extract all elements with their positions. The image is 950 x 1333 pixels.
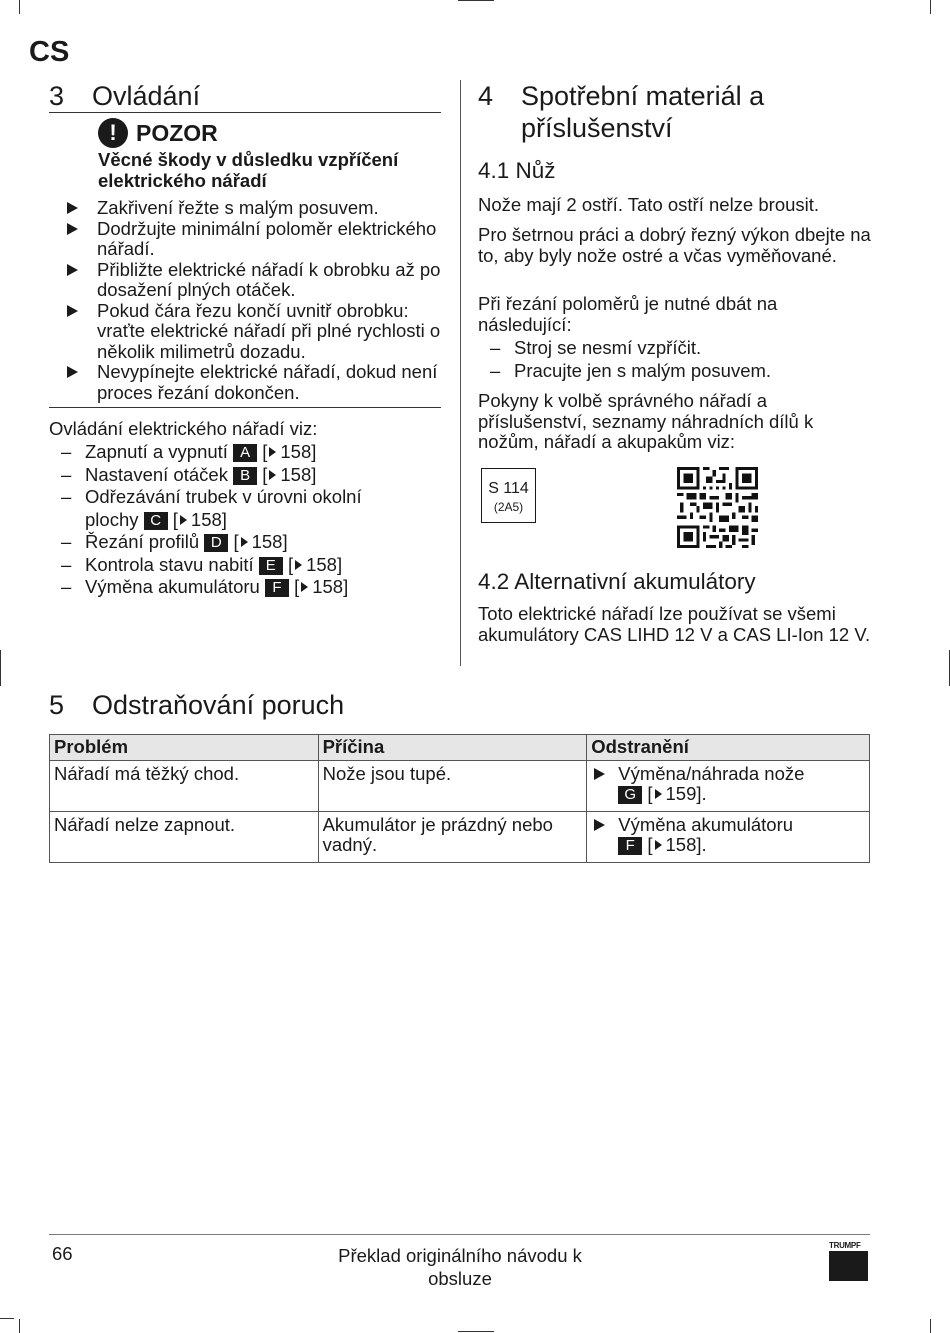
- reference-box: [481, 468, 536, 523]
- qr-code-icon[interactable]: [677, 467, 758, 548]
- knife-para-3: Při řezání poloměrů je nutné dbát na následující:: [478, 293, 778, 335]
- warning-heading: Věcné škody v důsledku vzpříčení elektrického nářadí: [98, 149, 399, 191]
- reference-sub: (2A5): [493, 500, 524, 514]
- page-link[interactable]: 158]: [312, 576, 349, 597]
- warning-block: [98, 118, 438, 191]
- list-item: – Odřezávání trubek v úrovni okolní plochy C [ 158]: [49, 486, 441, 531]
- crop-mark: [930, 0, 931, 14]
- page-arrow-icon: [295, 560, 302, 570]
- footer-text: Překlad originálního návodu k obsluze: [338, 1245, 582, 1289]
- section-5-heading: [49, 689, 344, 721]
- logo-block: [829, 1251, 868, 1281]
- page-link[interactable]: 158]: [280, 441, 317, 462]
- section-number: 4: [478, 81, 494, 111]
- trumpf-logo: [829, 1241, 868, 1281]
- divider: [49, 112, 441, 113]
- page-arrow-icon: [241, 537, 248, 547]
- list-item: Nevypínejte elektrické nářadí, dokud není proces řezání dokončen.: [49, 362, 441, 403]
- table-cell: Nářadí má těžký chod.: [50, 760, 319, 811]
- battery-para: Toto elektrické nářadí lze používat se všemi akumulátory CAS LIHD 12 V a CAS LI-Ion 12 V.: [478, 603, 871, 645]
- table-header: Odstranění: [587, 735, 870, 761]
- warning-title: [98, 118, 438, 148]
- section-number: 5: [49, 690, 65, 720]
- list-item: Pokud čára řezu končí uvnitř obrobku: vraťte elektrické nářadí při plné rychlosti o několik milimetrů dozadu.: [49, 301, 441, 363]
- page-link[interactable]: 158]: [190, 508, 227, 530]
- table-cell: Výměna/náhrada nože G [ 159].: [587, 760, 870, 811]
- crop-mark: [0, 650, 1, 686]
- table-header-row: [50, 735, 870, 761]
- warning-label: POZOR: [136, 119, 218, 146]
- page-link[interactable]: 158].: [665, 834, 707, 855]
- warning-list: [49, 198, 441, 403]
- list-item: – Kontrola stavu nabití E [ 158]: [49, 554, 441, 577]
- knife-para-1: Nože mají 2 ostří. Tato ostří nelze brousit.: [478, 194, 820, 215]
- knife-para-4: Pokyny k volbě správného nářadí a příslušenství, seznamy náhradních dílů k nožům, nářadí a akupakům viz:: [478, 390, 814, 452]
- section-3-heading: [49, 80, 200, 112]
- table-header: Příčina: [318, 735, 587, 761]
- crop-mark: [19, 0, 20, 14]
- crop-mark: [930, 1319, 931, 1333]
- table-cell: Výměna akumulátoru F [ 158].: [587, 811, 870, 862]
- crop-mark: [0, 1318, 14, 1319]
- knife-list: [478, 337, 873, 382]
- figure-key: E: [259, 557, 283, 575]
- page-link[interactable]: 158]: [306, 553, 343, 575]
- page-arrow-icon: [269, 470, 276, 480]
- page-arrow-icon: [655, 840, 662, 850]
- table-cell: Akumulátor je prázdný nebo vadný.: [318, 811, 587, 862]
- list-item: – Nastavení otáček B [ 158]: [49, 464, 441, 487]
- page-arrow-icon: [301, 582, 308, 592]
- warning-exclamation-icon: !: [98, 118, 128, 148]
- list-item: – Zapnutí a vypnutí A [ 158]: [49, 441, 441, 464]
- table-row: [50, 760, 870, 811]
- operation-list: [49, 441, 441, 599]
- table-row: [50, 811, 870, 862]
- section-number: 3: [49, 81, 65, 111]
- list-item: – Řezání profilů D [ 158]: [49, 531, 441, 554]
- page-arrow-icon: [655, 789, 662, 799]
- crop-mark: [458, 0, 494, 1]
- figure-key: A: [233, 444, 257, 462]
- column-divider: [460, 80, 461, 666]
- list-item: Přibližte elektrické nářadí k obrobku až po dosažení plných otáček.: [49, 260, 441, 301]
- section-title: Odstraňování poruch: [92, 690, 345, 720]
- page-arrow-icon: [180, 515, 187, 525]
- crop-mark: [458, 1331, 494, 1332]
- list-item: – Pracujte jen s malým posuvem.: [478, 360, 873, 383]
- figure-key: D: [204, 534, 228, 552]
- page-link[interactable]: 158]: [251, 531, 288, 552]
- reference-code: S 114: [488, 480, 529, 497]
- section-title: Spotřební materiál a příslušenství: [521, 81, 765, 143]
- list-item: – Výměna akumulátoru F [ 158]: [49, 576, 441, 599]
- logo-text: TRUMPF: [829, 1241, 861, 1250]
- page-link[interactable]: 158]: [280, 463, 317, 485]
- list-item: Zakřivení řežte s malým posuvem.: [49, 198, 441, 219]
- figure-key: G: [618, 786, 642, 804]
- subsection-4-2-heading: 4.2 Alternativní akumulátory: [478, 569, 756, 594]
- figure-key: F: [618, 837, 642, 855]
- list-item: – Stroj se nesmí vzpříčit.: [478, 337, 873, 360]
- language-code: CS: [29, 36, 70, 68]
- subsection-4-1-heading: 4.1 Nůž: [478, 158, 556, 183]
- page-number: 66: [52, 1243, 73, 1264]
- divider: [49, 407, 441, 408]
- troubleshooting-table: [49, 734, 870, 863]
- footer-divider: [49, 1234, 870, 1235]
- table-cell: Nože jsou tupé.: [318, 760, 587, 811]
- table-header: Problém: [50, 735, 319, 761]
- table-cell: Nářadí nelze zapnout.: [50, 811, 319, 862]
- page-arrow-icon: [269, 447, 276, 457]
- figure-key: C: [144, 512, 168, 530]
- section-title: Ovládání: [92, 81, 201, 111]
- section-4-heading: [478, 80, 878, 144]
- knife-para-2: Pro šetrnou práci a dobrý řezný výkon dbejte na to, aby byly nože ostré a včas vyměňované.: [478, 224, 871, 266]
- figure-key: F: [265, 579, 289, 597]
- list-item: Dodržujte minimální poloměr elektrického nářadí.: [49, 219, 441, 260]
- crop-mark: [19, 1319, 20, 1333]
- figure-key: B: [233, 467, 257, 485]
- page-link[interactable]: 159].: [665, 783, 707, 804]
- operation-intro: Ovládání elektrického nářadí viz:: [49, 418, 318, 439]
